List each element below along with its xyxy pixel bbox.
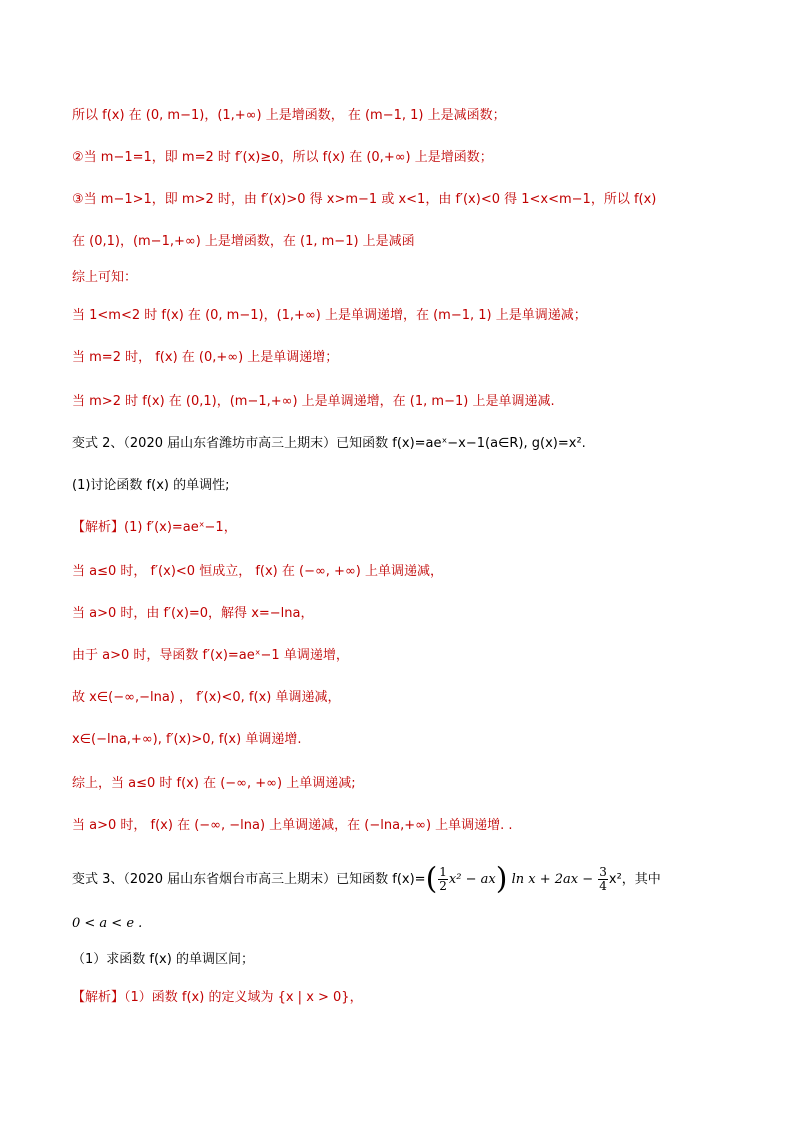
variant3-prefix: 变式 3、（2020 届山东省烟台市高三上期末）已知函数 f(x)= [72,872,426,887]
text-line-12: 当 a≤0 时， f′(x)<0 恒成立， f(x) 在 (−∞, +∞) 上单调递减， [72,564,443,579]
threequarter-numerator: 3 [599,865,607,879]
half-denominator: 2 [439,879,447,893]
text-line-1: 所以 f(x) 在 (0, m−1)，(1,+∞) 上是增函数， 在 (m−1, 1) 上是减函数； [72,108,506,123]
paren-inner: x² − ax [448,872,496,887]
left-paren: ( [425,861,438,897]
half-fraction [438,866,448,893]
text-line-20: 【解析】（1）函数 f(x) 的定义域为 {x | x > 0}， [72,990,363,1005]
text-line-8: 当 m>2 时 f(x) 在 (0,1)，(m−1,+∞) 上是单调递增，在 (1, m−1) 上是单调递减. [72,394,555,409]
text-line-4: 在 (0,1)，(m−1,+∞) 上是增函数，在 (1, m−1) 上是减函 [72,234,415,249]
text-line-7: 当 m=2 时， f(x) 在 (0,+∞) 上是单调递增； [72,350,339,365]
threequarter-denominator: 4 [599,879,607,893]
text-line-2: ②当 m−1=1，即 m=2 时 f′(x)≥0，所以 f(x) 在 (0,+∞) 上是增函数； [72,150,493,165]
half-numerator: 1 [439,865,447,879]
text-line-10: (1)讨论函数 f(x) 的单调性; [72,478,230,493]
text-line-14: 由于 a>0 时，导函数 f′(x)=aeˣ−1 单调递增， [72,648,349,663]
variant3-middle: ln x + 2ax − [511,872,594,887]
right-paren: ) [495,861,508,897]
text-line-13: 当 a>0 时，由 f′(x)=0，解得 x=−lna， [72,606,314,621]
text-line-16: x∈(−lna,+∞), f′(x)>0, f(x) 单调递增. [72,732,302,747]
text-line-15: 故 x∈(−∞,−lna) ， f′(x)<0, f(x) 单调递减， [72,690,341,705]
text-line-9: 变式 2、（2020 届山东省潍坊市高三上期末）已知函数 f(x)=aeˣ−x−1(a∈R), g(x)=x². [72,436,586,451]
text-line-3: ③当 m−1>1，即 m>2 时，由 f′(x)>0 得 x>m−1 或 x<1，由 f′(x)<0 得 1<x<m−1，所以 f(x) [72,192,657,207]
text-line-17: 综上，当 a≤0 时 f(x) 在 (−∞, +∞) 上单调递减; [72,776,356,791]
variant3-condition: 0 < a < e . [72,916,143,931]
variant3-suffix: x²，其中 [608,872,661,887]
threequarter-fraction [598,866,608,893]
variant3-line [72,861,661,897]
text-line-6: 当 1<m<2 时 f(x) 在 (0, m−1)，(1,+∞) 上是单调递增，在 (m−1, 1) 上是单调递减； [72,308,587,323]
text-line-5: 综上可知： [72,270,138,285]
text-line-19: （1）求函数 f(x) 的单调区间； [72,952,254,967]
text-line-11: 【解析】(1) f′(x)=aeˣ−1， [72,520,237,535]
text-line-18: 当 a>0 时， f(x) 在 (−∞, −lna) 上单调递减，在 (−lna,+∞) 上单调递增. . [72,818,513,833]
